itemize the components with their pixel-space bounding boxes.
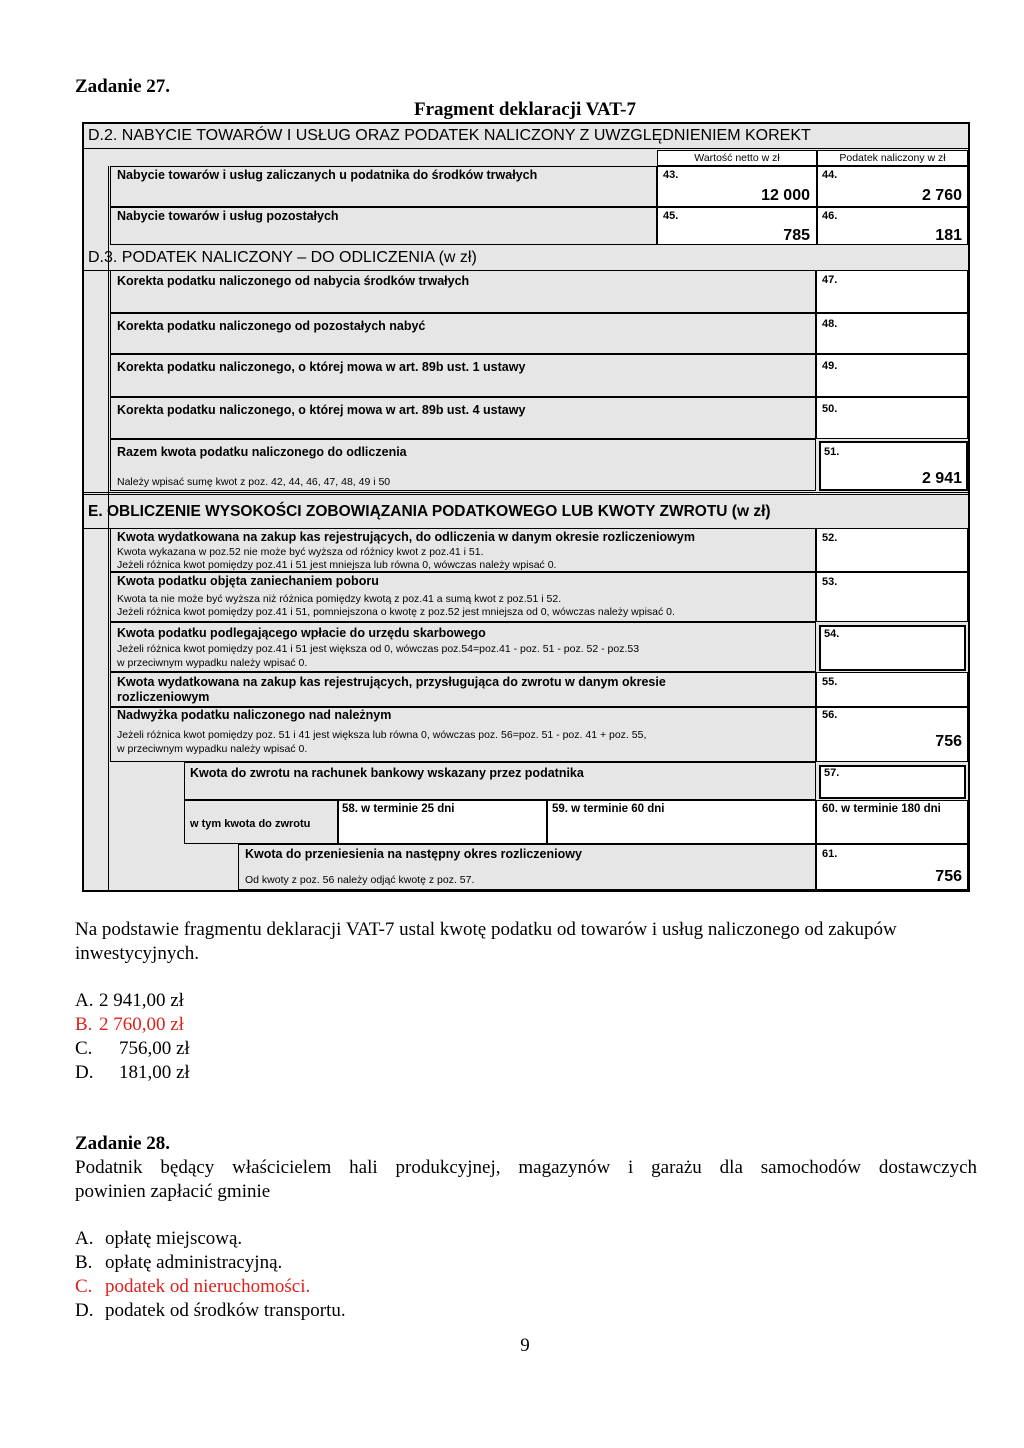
row-55-label-line-1: Kwota wydatkowana na zakup kas rejestrujących, przysługująca do zwrotu w danym okresie	[117, 675, 666, 689]
field-44-number: 44.	[822, 169, 838, 181]
answer-letter: A.	[75, 990, 94, 1011]
row-50-label: Korekta podatku naliczonego, o której mowa w art. 89b ust. 4 ustawy	[117, 403, 526, 417]
field-46-value: 181	[935, 227, 962, 244]
row-58-group-label: w tym kwota do zwrotu	[190, 818, 311, 830]
row-56-note-2: w przeciwnym wypadku należy wpisać 0.	[117, 743, 308, 755]
field-49-number: 49.	[822, 360, 838, 372]
answer-letter: D.	[75, 1062, 94, 1083]
answer-text: 756,00 zł	[119, 1038, 190, 1059]
answer-text: 2 760,00 zł	[99, 1014, 184, 1035]
row-47-label: Korekta podatku naliczonego od nabycia środków trwałych	[117, 274, 470, 288]
row-56-label: Nadwyżka podatku naliczonego nad należnym	[117, 708, 392, 722]
row-51-note: Należy wpisać sumę kwot z poz. 42, 44, 46, 47, 48, 49 i 50	[117, 476, 391, 488]
answer-text: podatek od nieruchomości.	[105, 1276, 311, 1297]
field-43-number: 43.	[663, 169, 679, 181]
field-51-number: 51.	[824, 446, 840, 458]
task28-answer-b[interactable]	[75, 1251, 282, 1275]
row-52-note-2: Jeżeli różnica kwot pomiędzy poz.41 i 51 jest mniejsza lub równa 0, wówczas należy wpisać 0.	[117, 559, 557, 571]
row-49-label: Korekta podatku naliczonego, o której mowa w art. 89b ust. 1 ustawy	[117, 360, 526, 374]
answer-letter: B.	[75, 1014, 93, 1035]
task27-answer-d[interactable]	[75, 1061, 190, 1085]
answer-text: 181,00 zł	[119, 1062, 190, 1083]
row-53-note-2: Jeżeli różnica kwot pomiędzy poz.41 i 51, pomniejszona o kwotę z poz.52 jest mniejsza od 0, wówczas należy wpisać 0.	[117, 606, 675, 618]
field-56-number: 56.	[822, 709, 838, 721]
row-54-note-2: w przeciwnym wypadku należy wpisać 0.	[117, 657, 308, 669]
row-57-label: Kwota do zwrotu na rachunek bankowy wskazany przez podatnika	[190, 766, 584, 780]
vat7-form	[82, 122, 970, 892]
row-45-label: Nabycie towarów i usług pozostałych	[117, 209, 339, 223]
row-52-note-1: Kwota wykazana w poz.52 nie może być wyższa od różnicy kwot z poz.41 i 51.	[117, 546, 484, 558]
field-57-number: 57.	[824, 767, 840, 779]
field-52-number: 52.	[822, 532, 838, 544]
task28-heading: Zadanie 28.	[75, 1133, 171, 1154]
row-61-note: Od kwoty z poz. 56 należy odjąć kwotę z poz. 57.	[245, 874, 475, 886]
section-e-title: E. OBLICZENIE WYSOKOŚCI ZOBOWIĄZANIA PODATKOWEGO LUB KWOTY ZWROTU (w zł)	[88, 503, 771, 520]
fragment-title: Fragment deklaracji VAT-7	[413, 99, 636, 120]
field-45-value: 785	[783, 227, 810, 244]
task28-question-line-2: powinien zapłacić gminie	[75, 1181, 271, 1202]
answer-text: opłatę administracyjną.	[105, 1252, 283, 1273]
field-52[interactable]	[816, 528, 968, 572]
answer-letter: D.	[75, 1300, 94, 1321]
field-48-number: 48.	[822, 318, 838, 330]
field-49[interactable]	[816, 354, 968, 397]
task27-heading: Zadanie 27.	[75, 76, 171, 97]
field-57[interactable]	[819, 765, 966, 799]
task27-answer-c[interactable]	[75, 1037, 190, 1061]
row-52-label: Kwota wydatkowana na zakup kas rejestrujących, do odliczenia w danym okresie rozliczeniowym	[117, 530, 695, 544]
field-51-value: 2 941	[921, 470, 962, 487]
answer-text: opłatę miejscową.	[105, 1228, 243, 1249]
col-net-label: Wartość netto w zł	[694, 152, 780, 164]
task27-question-line-1: Na podstawie fragmentu deklaracji VAT-7 ustal kwotę podatku od towarów i usług naliczonego od zakupów	[75, 919, 897, 940]
task28-question-line-1: Podatnik będący właścicielem hali produkcyjnej, magazynów i garażu dla samochodów dostawczych	[75, 1157, 977, 1178]
field-47-number: 47.	[822, 274, 838, 286]
section-d2-title: D.2. NABYCIE TOWARÓW I USŁUG ORAZ PODATEK NALICZONY Z UWZGLĘDNIENIEM KOREKT	[88, 127, 811, 144]
task28-answer-d[interactable]	[75, 1299, 346, 1323]
answer-text: podatek od środków transportu.	[105, 1300, 346, 1321]
row-61-label: Kwota do przeniesienia na następny okres rozliczeniowy	[245, 847, 582, 861]
field-55[interactable]	[816, 672, 968, 707]
row-54-label: Kwota podatku podlegającego wpłacie do urzędu skarbowego	[117, 626, 486, 640]
field-53-number: 53.	[822, 576, 838, 588]
row-53-label: Kwota podatku objęta zaniechaniem poboru	[117, 574, 379, 588]
row-51-label: Razem kwota podatku naliczonego do odliczenia	[117, 445, 407, 459]
field-61-number: 61.	[822, 848, 838, 860]
row-55-label-line-2: rozliczeniowym	[117, 690, 210, 704]
answer-letter: A.	[75, 1228, 94, 1249]
field-56-value: 756	[935, 733, 962, 750]
field-54[interactable]	[819, 625, 966, 671]
answer-letter: C.	[75, 1038, 93, 1059]
field-58-label: 58. w terminie 25 dni	[342, 803, 455, 815]
task27-answer-a[interactable]	[75, 989, 184, 1013]
task27-answer-b[interactable]	[75, 1013, 184, 1037]
answer-letter: B.	[75, 1252, 93, 1273]
page-number: 9	[520, 1335, 530, 1356]
answer-text: 2 941,00 zł	[99, 990, 184, 1011]
field-47[interactable]	[816, 270, 968, 313]
field-61-value: 756	[935, 868, 962, 885]
task28-answer-a[interactable]	[75, 1227, 242, 1251]
row-48-label: Korekta podatku naliczonego od pozostałych nabyć	[117, 319, 426, 333]
row-54-note-1: Jeżeli różnica kwot pomiędzy poz.41 i 51 jest większa od 0, wówczas poz.54=poz.41 - poz. 51 - poz. 52 - poz.53	[117, 643, 640, 655]
section-d3-title: D.3. PODATEK NALICZONY – DO ODLICZENIA (w zł)	[88, 249, 477, 266]
row-43-label: Nabycie towarów i usług zaliczanych u podatnika do środków trwałych	[117, 168, 538, 182]
row-56-note-1: Jeżeli różnica kwot pomiędzy poz. 51 i 41 jest większa lub równa 0, wówczas poz. 56=poz. 51 - poz. 41 + poz. 55,	[117, 729, 647, 741]
task27-question-line-2: inwestycyjnych.	[75, 943, 200, 964]
field-50-number: 50.	[822, 403, 838, 415]
field-60-label: 60. w terminie 180 dni	[822, 803, 941, 815]
field-44-value: 2 760	[921, 187, 962, 204]
field-46-number: 46.	[822, 210, 838, 222]
field-45-number: 45.	[663, 210, 679, 222]
field-55-number: 55.	[822, 676, 838, 688]
col-tax-label: Podatek naliczony w zł	[839, 152, 946, 164]
field-50[interactable]	[816, 397, 968, 439]
field-43-value: 12 000	[761, 187, 810, 204]
field-59-label: 59. w terminie 60 dni	[552, 803, 665, 815]
field-53[interactable]	[816, 572, 968, 622]
answer-letter: C.	[75, 1276, 93, 1297]
task28-answer-c[interactable]	[75, 1275, 310, 1299]
field-48[interactable]	[816, 313, 968, 354]
row-53-note-1: Kwota ta nie może być wyższa niż różnica pomiędzy kwotą z poz.41 a sumą kwot z poz.51 i 52.	[117, 593, 562, 605]
field-54-number: 54.	[824, 628, 840, 640]
